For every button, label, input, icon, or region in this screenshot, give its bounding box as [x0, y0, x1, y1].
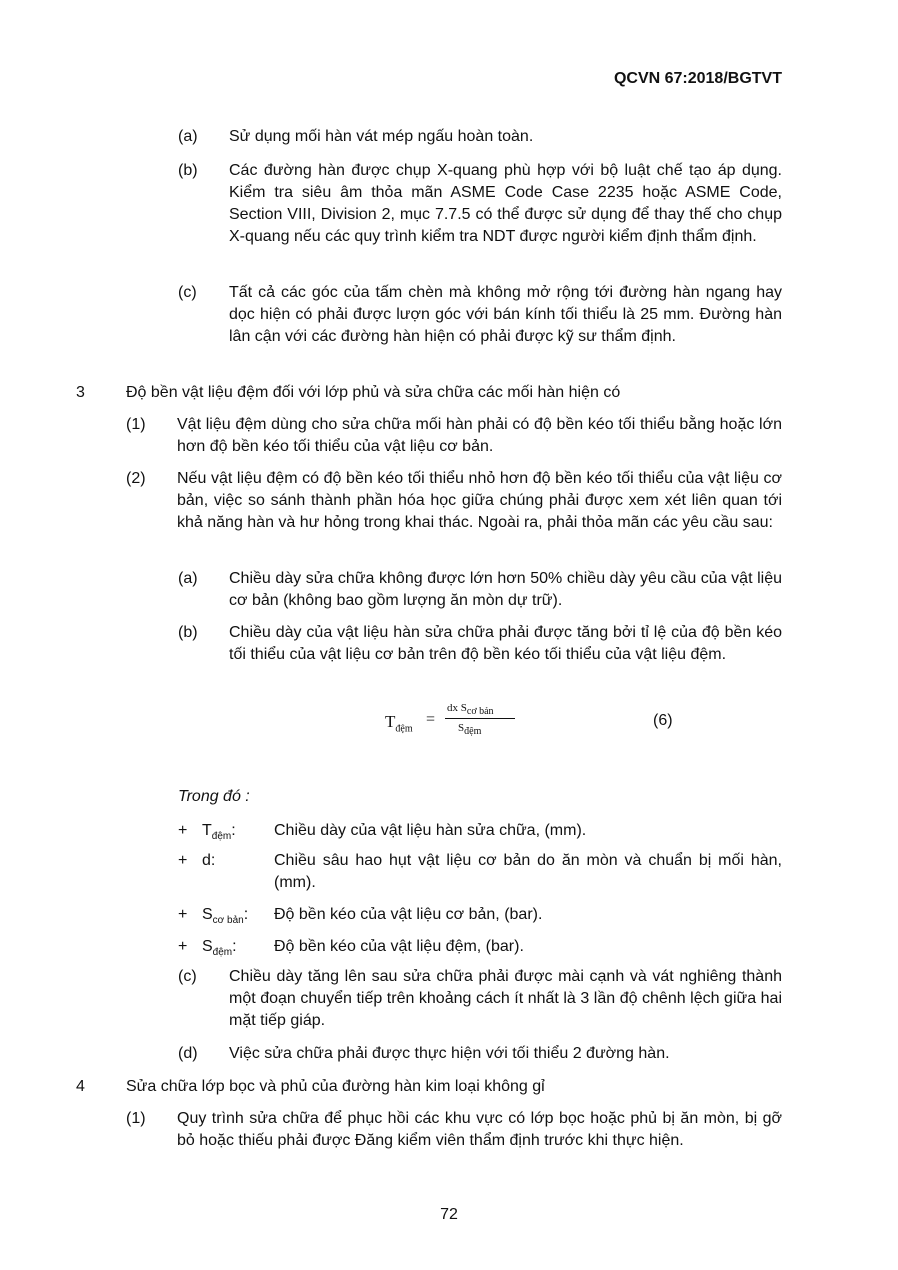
- section-3-heading: [76, 382, 782, 404]
- formula-lhs: $T_{đệm}$: [385, 712, 413, 735]
- page-number: 72: [440, 1206, 458, 1223]
- fraction-bar: [445, 718, 515, 719]
- formula-6: [385, 700, 685, 744]
- item-label: (a): [178, 128, 198, 145]
- item-label: (a): [178, 570, 198, 587]
- definition-symbol: $T_{đệm}$:: [202, 822, 236, 843]
- item-b: [178, 160, 782, 248]
- item-text: Tất cả các góc của tấm chèn mà không mở rộng tới đường hàn ngang hay dọc hiện có phải được lượn góc với bán kính tối thiểu là 25 mm. Đường hàn lân cận với các đường hàn hiện có phải được kỹ sư thẩm định.: [229, 284, 782, 345]
- item-label: (b): [178, 624, 198, 641]
- section-number: 4: [76, 1078, 85, 1095]
- item-text: Chiều dày sửa chữa không được lớn hơn 50% chiều dày yêu cầu của vật liệu cơ bản (không bao gồm lượng ăn mòn dự trữ).: [229, 570, 782, 609]
- section-4-heading: [76, 1076, 782, 1098]
- formula-denominator: $S_{đệm}$: [458, 722, 482, 738]
- paragraph-text: Quy trình sửa chữa để phục hồi các khu vực có lớp bọc hoặc phủ bị ăn mòn, bị gỡ bỏ hoặc thiếu phải được Đăng kiểm viên thẩm định trước khi thực hiện.: [177, 1110, 782, 1149]
- item-text: Chiều dày tăng lên sau sửa chữa phải được mài cạnh và vát nghiêng thành một đoạn chuyển tiếp trên khoảng cách ít nhất là 3 lần độ chênh lệch giữa hai mặt tiếp giáp.: [229, 968, 782, 1029]
- formula-equals: =: [426, 711, 436, 728]
- paragraph-label: (1): [126, 416, 146, 433]
- paragraph-label: (1): [126, 1110, 146, 1127]
- paragraph-1: [126, 1108, 782, 1152]
- definition-text: Độ bền kéo của vật liệu đệm, (bar).: [274, 938, 524, 955]
- item-label: (c): [178, 284, 197, 301]
- definition-item: + $S_{cơ bản}$: Độ bền kéo của vật liệu cơ bản, (bar).: [178, 904, 782, 932]
- paragraph-label: (2): [126, 470, 146, 487]
- sub-item-a: [178, 568, 782, 612]
- item-text: Các đường hàn được chụp X-quang phù hợp với bộ luật chế tạo áp dụng. Kiểm tra siêu âm thỏa mãn ASME Code Case 2235 hoặc ASME Code, Section VIII, Division 2, mục 7.7.5 có thể được sử dụng để thay thế cho chụp X-quang nếu các quy trình kiểm tra NDT được người kiểm định thẩm định.: [229, 162, 782, 245]
- sub-item-b: [178, 622, 782, 666]
- definition-symbol: $S_{cơ bản}$:: [202, 906, 249, 927]
- definition-item: + $T_{đệm}$: Chiều dày của vật liệu hàn sửa chữa, (mm).: [178, 820, 782, 848]
- sub-item-d: [178, 1043, 782, 1065]
- definition-text: Độ bền kéo của vật liệu cơ bản, (bar).: [274, 906, 543, 923]
- formula-number: (6): [653, 712, 673, 729]
- item-label: (c): [178, 968, 197, 985]
- section-title: Sửa chữa lớp bọc và phủ của đường hàn kim loại không gỉ: [126, 1078, 545, 1095]
- paragraph-text: Vật liệu đệm dùng cho sửa chữa mối hàn phải có độ bền kéo tối thiểu bằng hoặc lớn hơn độ bền kéo tối thiểu của vật liệu cơ bản.: [177, 416, 782, 455]
- section-number: 3: [76, 384, 85, 401]
- definition-symbol: $S_{đệm}$:: [202, 938, 237, 959]
- item-a: [178, 126, 782, 148]
- item-text: Chiều dày của vật liệu hàn sửa chữa phải được tăng bởi tỉ lệ của độ bền kéo tối thiểu của vật liệu cơ bản trên độ bền kéo tối thiểu của vật liệu đệm.: [229, 624, 782, 663]
- formula-numerator: dx $S_{cơ bản}$: [447, 702, 494, 718]
- item-c: [178, 282, 782, 348]
- sub-item-c: [178, 966, 782, 1032]
- where-label: Trong đó :: [178, 788, 250, 805]
- definition-item: + $S_{đệm}$: Độ bền kéo của vật liệu đệm, (bar).: [178, 936, 782, 964]
- definition-symbol: d:: [202, 852, 216, 869]
- section-title: Độ bền vật liệu đệm đối với lớp phủ và sửa chữa các mối hàn hiện có: [126, 384, 621, 401]
- item-text: Sử dụng mối hàn vát mép ngấu hoàn toàn.: [229, 128, 534, 145]
- item-label: (b): [178, 162, 198, 179]
- definition-text: Chiều sâu hao hụt vật liệu cơ bản do ăn mòn và chuẩn bị mối hàn, (mm).: [274, 852, 782, 891]
- item-text: Việc sửa chữa phải được thực hiện với tối thiểu 2 đường hàn.: [229, 1045, 670, 1062]
- paragraph-text: Nếu vật liệu đệm có độ bền kéo tối thiểu nhỏ hơn độ bền kéo tối thiểu của vật liệu cơ bản, việc so sánh thành phần hóa học giữa chúng phải được xem xét liên quan tới khả năng hàn và hư hỏng trong khai thác. Ngoài ra, phải thỏa mãn các yêu cầu sau:: [177, 470, 782, 531]
- definition-item: + d: Chiều sâu hao hụt vật liệu cơ bản do ăn mòn và chuẩn bị mối hàn, (mm).: [178, 850, 782, 894]
- paragraph-1: [126, 414, 782, 458]
- item-label: (d): [178, 1045, 198, 1062]
- document-code-header: QCVN 67:2018/BGTVT: [613, 70, 782, 87]
- paragraph-2: [126, 468, 782, 534]
- definition-text: Chiều dày của vật liệu hàn sửa chữa, (mm).: [274, 822, 587, 839]
